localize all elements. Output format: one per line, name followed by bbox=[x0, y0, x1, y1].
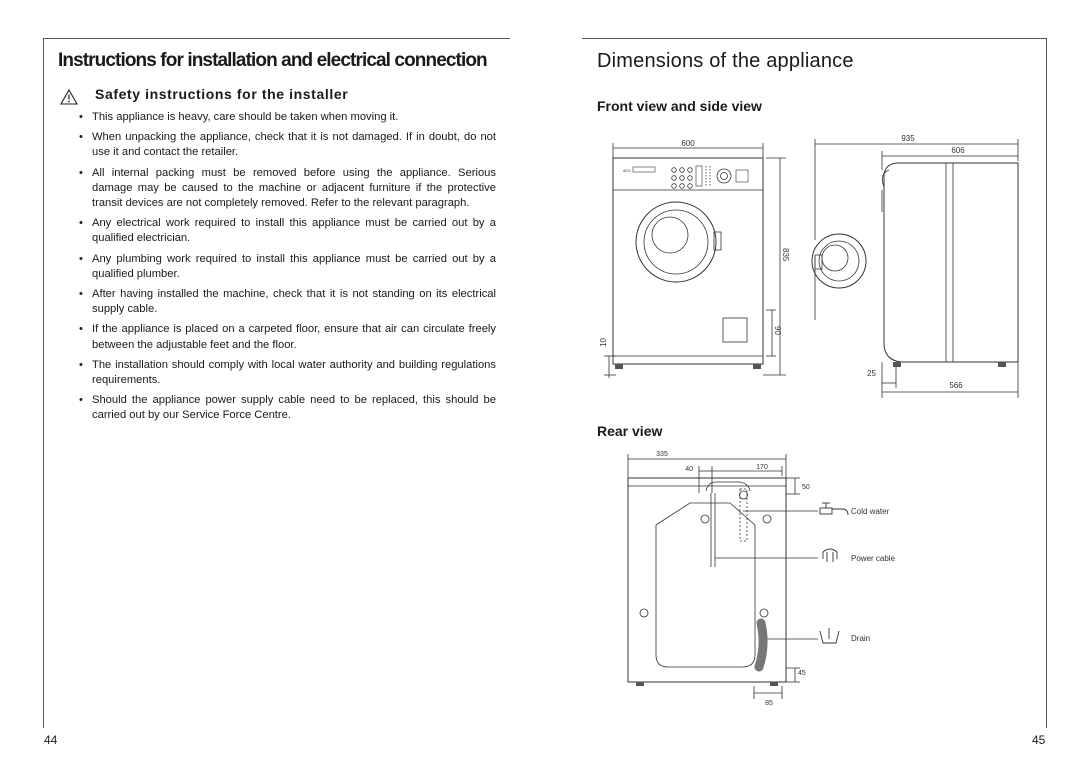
page-number-right: 45 bbox=[1032, 733, 1046, 747]
dim-rear-width-label: 335 bbox=[656, 451, 668, 458]
page-number-left: 44 bbox=[44, 733, 58, 747]
dim-foot-span-label: 566 bbox=[949, 381, 963, 390]
dim-width-label: 600 bbox=[681, 139, 695, 148]
list-item: • The installation should comply with local water authority and building regulations requirements. bbox=[78, 358, 496, 388]
safety-heading: Safety instructions for the installer bbox=[95, 86, 349, 102]
panel-brand: AEG bbox=[623, 169, 631, 173]
right-foot bbox=[753, 364, 761, 369]
rear-view-diagram bbox=[620, 445, 920, 715]
left-margin-line bbox=[43, 38, 44, 728]
safety-list bbox=[78, 110, 496, 429]
dim-overall-depth-label: 935 bbox=[901, 134, 915, 143]
side-foot-rear bbox=[998, 362, 1006, 367]
side-view-diagram bbox=[805, 130, 1040, 405]
dim-foot-offset-label: 25 bbox=[867, 369, 876, 378]
tap-icon bbox=[820, 503, 848, 515]
drain-label: Drain bbox=[851, 634, 871, 643]
dim-height-label: 835 bbox=[781, 248, 790, 262]
drain-hose bbox=[759, 623, 763, 667]
dim-pipe-span-label: 170 bbox=[756, 464, 768, 471]
right-top-rule bbox=[582, 38, 1047, 39]
dim-plinth-label: 90 bbox=[773, 326, 782, 335]
list-item: • When unpacking the appliance, check that it is not damaged. If in doubt, do not use it and contact the retailer. bbox=[78, 130, 496, 160]
dim-left-offset-label: 40 bbox=[685, 466, 693, 473]
left-foot bbox=[615, 364, 623, 369]
dim-foot-label: 10 bbox=[599, 338, 608, 347]
dim-bottom-offset-label: 45 bbox=[798, 670, 806, 677]
side-foot-front bbox=[893, 362, 901, 367]
front-side-view-heading: Front view and side view bbox=[597, 98, 762, 114]
list-item: • Any plumbing work required to install this appliance must be carried out by a qualified plumber. bbox=[78, 252, 496, 282]
right-page-title: Dimensions of the appliance bbox=[597, 50, 854, 72]
power-cable-label: Power cable bbox=[851, 554, 896, 563]
list-item: • After having installed the machine, check that it is not standing on its electrical supply cable. bbox=[78, 287, 496, 317]
right-margin-line bbox=[1046, 38, 1047, 728]
dim-body-depth-label: 606 bbox=[951, 146, 965, 155]
rear-foot-left bbox=[636, 682, 644, 686]
left-page-title: Instructions for installation and electrical connection bbox=[58, 50, 487, 71]
list-item: • If the appliance is placed on a carpeted floor, ensure that air can circulate freely between the adjustable feet and the floor. bbox=[78, 322, 496, 352]
plug-icon bbox=[823, 549, 837, 562]
dim-top-offset-label: 50 bbox=[802, 484, 810, 491]
cold-water-label: Cold water bbox=[851, 507, 890, 516]
dim-bottom-width-label: 85 bbox=[765, 700, 773, 707]
warning-icon bbox=[60, 89, 78, 105]
rear-view-heading: Rear view bbox=[597, 423, 663, 439]
list-item: • Any electrical work required to install this appliance must be carried out by a qualified electrician. bbox=[78, 216, 496, 246]
front-view-diagram bbox=[590, 130, 805, 385]
rear-foot-right bbox=[770, 682, 778, 686]
left-top-rule bbox=[43, 38, 510, 39]
drain-icon bbox=[820, 628, 839, 643]
list-item: • This appliance is heavy, care should be taken when moving it. bbox=[78, 110, 496, 125]
list-item: • Should the appliance power supply cable need to be replaced, this should be carried out by our Service Force Centre. bbox=[78, 393, 496, 423]
list-item: • All internal packing must be removed before using the appliance. Serious damage may be caused to the machine or adjacent furniture if the protective transit devices are not completely removed. Refer to the relevant paragraph. bbox=[78, 166, 496, 212]
